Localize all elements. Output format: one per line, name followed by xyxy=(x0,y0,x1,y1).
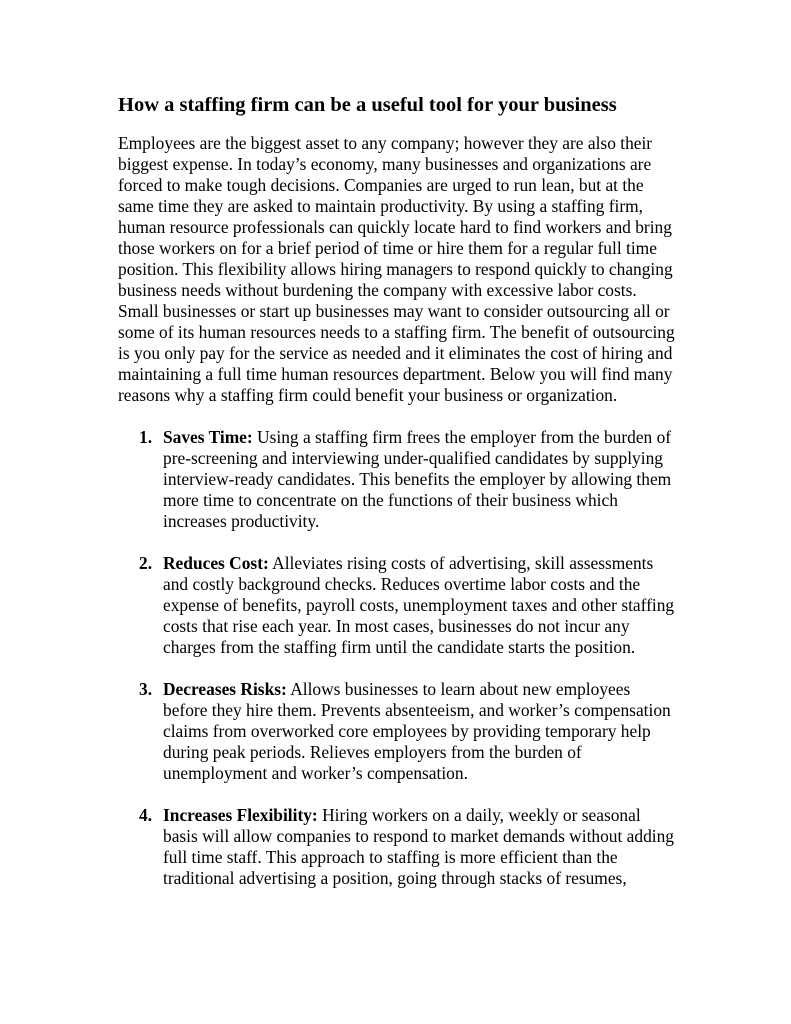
list-item xyxy=(118,679,678,784)
list-item-title: Decreases Risks: xyxy=(163,679,287,699)
list-item-text: Using a staffing firm frees the employer from the burden of pre-screening and interviewing under-qualified candidates by supplying interview-ready candidates. This benefits the employer by allowing them more time to concentrate on the functions of their business which increases productivity. xyxy=(163,427,672,531)
list-item-title: Saves Time: xyxy=(163,427,253,447)
intro-paragraph: Employees are the biggest asset to any company; however they are also their biggest expense. In today’s economy, many businesses and organizations are forced to make tough decisions. Companies are urged to run lean, but at the same time they are asked to maintain productivity. By using a staffing firm, human resource professionals can quickly locate hard to find workers and bring those workers on for a brief period of time or hire them for a regular full time position. This flexibility allows hiring managers to respond quickly to changing business needs without burdening the company with excessive labor costs. Small businesses or start up businesses may want to consider outsourcing all or some of its human resources needs to a staffing firm. The benefit of outsourcing is you only pay for the service as needed and it eliminates the cost of hiring and maintaining a full time human resources department. Below you will find many reasons why a staffing firm could benefit your business or organization. xyxy=(118,133,675,405)
list-item-number: 3. xyxy=(139,679,153,699)
list-item xyxy=(118,553,678,658)
document-title: How a staffing firm can be a useful tool for your business xyxy=(118,94,617,116)
document-page xyxy=(118,92,678,910)
list-item-text: Alleviates rising costs of advertising, skill assessments and costly background checks. Reduces overtime labor costs and the expense of benefits, payroll costs, unemployment taxes and other staffing costs that rise each year. In most cases, businesses do not incur any charges from the staffing firm until the candidate starts the position. xyxy=(163,553,675,657)
list-item-number: 1. xyxy=(139,427,153,447)
benefits-list xyxy=(118,427,678,889)
list-item-title: Increases Flexibility: xyxy=(163,805,318,825)
list-item xyxy=(118,805,678,889)
list-item-title: Reduces Cost: xyxy=(163,553,269,573)
list-item-number: 4. xyxy=(139,805,153,825)
list-item-text: Hiring workers on a daily, weekly or seasonal basis will allow companies to respond to market demands without adding full time staff. This approach to staffing is more efficient than the traditional advertising a position, going through stacks of resumes, xyxy=(163,805,675,888)
list-item-text: Allows businesses to learn about new employees before they hire them. Prevents absenteeism, and worker’s compensation claims from overworked core employees by providing temporary help during peak periods. Relieves employers from the burden of unemployment and worker’s compensation. xyxy=(163,679,671,783)
list-item-number: 2. xyxy=(139,553,153,573)
list-item xyxy=(118,427,678,532)
